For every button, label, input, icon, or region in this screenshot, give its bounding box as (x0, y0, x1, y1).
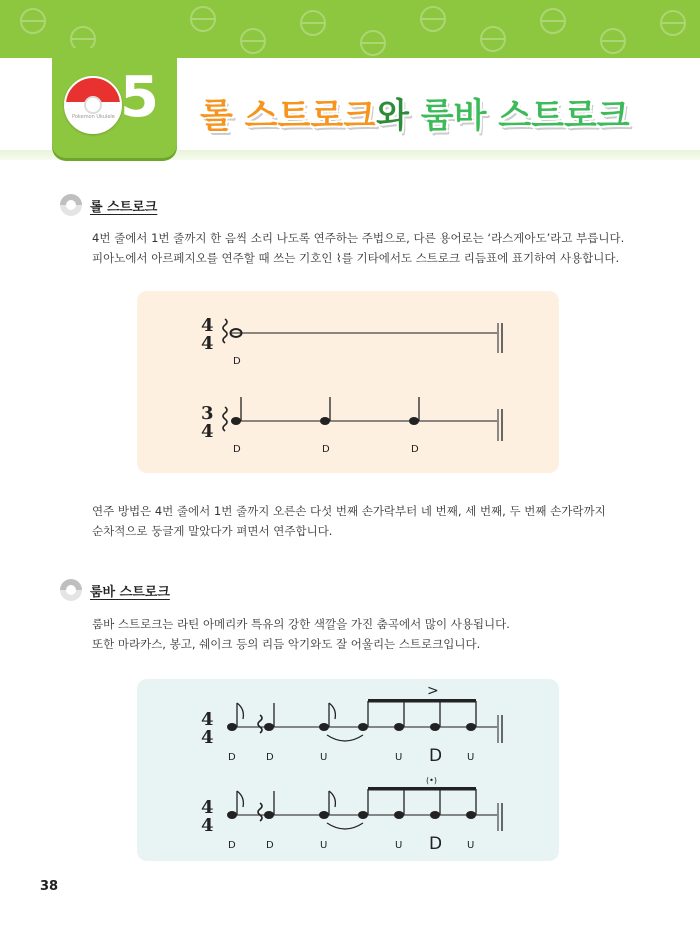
rumba-score-box (137, 679, 559, 861)
roll-score (137, 291, 559, 473)
time-signature-top: 4 (201, 709, 214, 730)
beam (368, 787, 476, 791)
eighth-note (227, 723, 237, 731)
strum-label: D (228, 840, 236, 851)
eighth-note (466, 811, 476, 819)
tie (327, 735, 363, 741)
strum-label: U (395, 840, 403, 851)
roll-arpeggio-sign (223, 407, 227, 431)
strum-label-accented: D (429, 746, 443, 766)
strum-label: D (266, 840, 274, 851)
roll-arpeggio-sign (223, 319, 227, 343)
strum-label: D (266, 752, 274, 763)
page-number: 38 (40, 879, 59, 894)
pokeball-badge-text: Pokemon Ukulele (72, 114, 115, 120)
text-line: 순차적으로 둥글게 말았다가 펴면서 연주합니다. (92, 524, 333, 538)
text-line: 4번 줄에서 1번 줄까지 한 음씩 소리 나도록 연주하는 주법으로, 다른 용어로는 ‘라스게아도’라고 부릅니다. (92, 231, 625, 245)
title-part-and: 와 (376, 96, 421, 136)
eighth-note (227, 811, 237, 819)
section-heading-rumba (60, 579, 170, 601)
strum-label: U (467, 752, 475, 763)
text-line: 룸바 스트로크는 라틴 아메리카 특유의 강한 색깔을 가진 춤곡에서 많이 사용됩니다. (92, 617, 510, 631)
eighth-note (394, 811, 404, 819)
strum-label: D (233, 356, 241, 367)
roll-description (92, 228, 624, 268)
note-flag (329, 791, 335, 807)
strum-label: D (322, 444, 330, 455)
page-title (200, 88, 630, 137)
eighth-note (466, 723, 476, 731)
mute-mark: (•) (426, 776, 437, 785)
strum-label: U (395, 752, 403, 763)
strum-label: U (320, 840, 328, 851)
roll-arpeggio-sign (258, 715, 262, 733)
time-signature-top: 4 (201, 797, 214, 818)
eighth-note (358, 811, 368, 819)
roll-method (92, 501, 606, 541)
title-part-roll: 롤 스트로크 (200, 96, 377, 136)
quarter-note (264, 723, 274, 731)
eighth-note (358, 723, 368, 731)
eighth-note (430, 723, 440, 731)
note-flag (329, 703, 335, 719)
text-line: 피아노에서 아르페지오를 연주할 때 쓰는 기호인 ⌇를 기타에서도 스트로크 리듬표에 표기하여 사용합니다. (92, 251, 620, 265)
quarter-note (231, 417, 241, 425)
beam (368, 699, 476, 703)
chapter-number: 5 (120, 65, 159, 130)
time-signature-top: 4 (201, 315, 214, 336)
tie (327, 823, 363, 829)
section-title: 롤 스트로크 (90, 199, 158, 215)
time-signature-bottom: 4 (201, 815, 214, 836)
strum-label: D (228, 752, 236, 763)
strum-label: D (233, 444, 241, 455)
strum-label: U (320, 752, 328, 763)
eighth-note (394, 723, 404, 731)
title-part-rumba: 룸바 스트로크 (420, 96, 630, 136)
section-heading-roll (60, 194, 157, 216)
roll-score-box (137, 291, 559, 473)
time-signature-bottom: 4 (201, 727, 214, 748)
time-signature-bottom: 4 (201, 421, 214, 442)
roll-arpeggio-sign (258, 803, 262, 821)
quarter-note (264, 811, 274, 819)
time-signature-top: 3 (201, 403, 214, 424)
rumba-description (92, 614, 510, 654)
text-line: 연주 방법은 4번 줄에서 1번 줄까지 오른손 다섯 번째 손가락부터 네 번째, 세 번째, 두 번째 손가락까지 (92, 504, 606, 518)
section-bullet-icon (60, 579, 82, 601)
pokeball-icon (64, 76, 122, 134)
strum-label: U (467, 840, 475, 851)
section-title: 룸바 스트로크 (90, 584, 170, 600)
note-flag (237, 703, 243, 719)
strum-label: D (411, 444, 419, 455)
text-line: 또한 마라카스, 봉고, 쉐이크 등의 리듬 악기와도 잘 어울리는 스트로크입니다. (92, 637, 481, 651)
quarter-note (320, 417, 330, 425)
eighth-note (319, 811, 329, 819)
note-flag (237, 791, 243, 807)
eighth-note (430, 811, 440, 819)
quarter-note (409, 417, 419, 425)
rumba-score (137, 679, 559, 861)
eighth-note (319, 723, 329, 731)
section-bullet-icon (60, 194, 82, 216)
accent-mark: > (427, 683, 439, 699)
strum-label-accented: D (429, 834, 443, 854)
time-signature-bottom: 4 (201, 333, 214, 354)
